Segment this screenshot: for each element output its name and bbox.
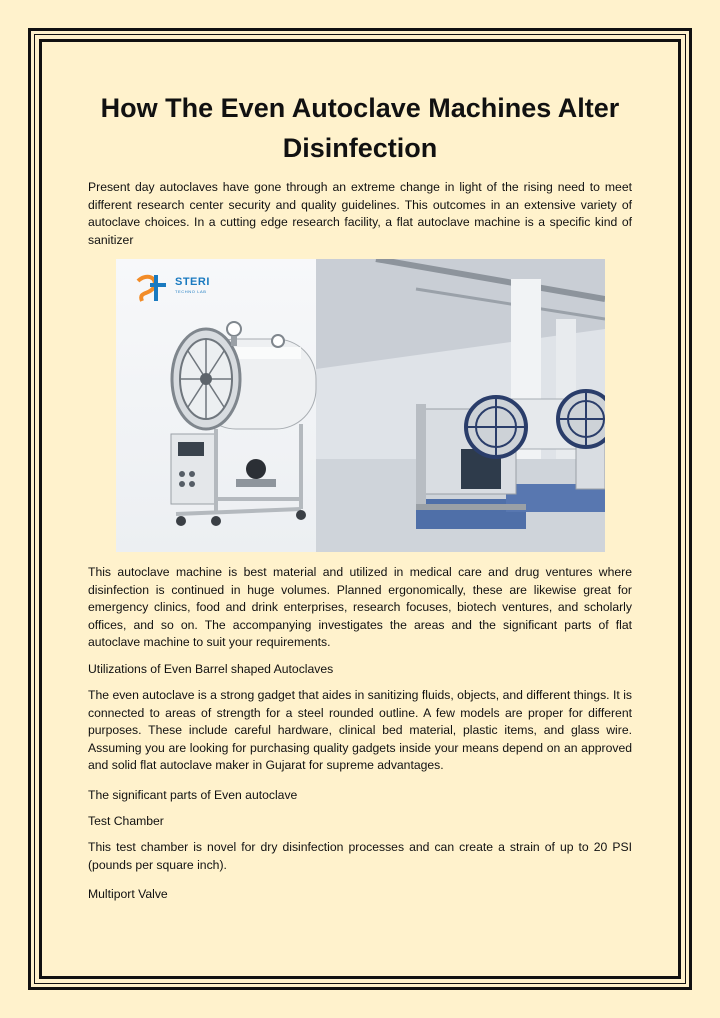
intro-paragraph: Present day autoclaves have gone through an extreme change in light of the rising need to meet different research center security and quality guidelines. This outcomes in an extensive variety of autoclave choices. In a cutting edge research facility, a flat autoclave machine is a specific kind of sanitizer	[88, 180, 632, 247]
parts-heading: The significant parts of Even autoclave	[88, 788, 298, 802]
document-title: How The Even Autoclave Machines Alter Disinfection	[100, 93, 620, 163]
autoclave-photo	[116, 259, 605, 552]
test-chamber-heading: Test Chamber	[88, 814, 164, 828]
logo-wordmark: STERI	[175, 276, 210, 288]
usage-paragraph: This autoclave machine is best material and utilized in medical care and drug ventures where disinfection is continued in huge volumes. Planned ergonomically, these are likewise great for emergency clinics, food and drink enterprises, research focuses, biotech ventures, and scholarly offices, and so on. The accompanying investigates the areas and the significant parts of flat autoclave machine to suit your requirements.	[88, 565, 632, 650]
utilizations-heading: Utilizations of Even Barrel shaped Autoclaves	[88, 662, 334, 676]
test-chamber-paragraph: This test chamber is novel for dry disinfection processes and can create a strain of up to 20 PSI (pounds per square inch).	[88, 840, 632, 872]
utilizations-paragraph: The even autoclave is a strong gadget that aides in sanitizing fluids, objects, and different things. It is connected to areas of strength for a steel rounded outline. A few models are proper for different purposes. These include careful hardware, clinical bed material, plastic items, and glass wire. Assuming you are looking for purchasing quality gadgets inside your means depend on an approved and solid flat autoclave maker in Gujarat for supreme advantages.	[88, 688, 632, 773]
logo-subtext: TECHNO LAB	[175, 289, 207, 294]
multiport-valve-heading: Multiport Valve	[88, 887, 168, 901]
